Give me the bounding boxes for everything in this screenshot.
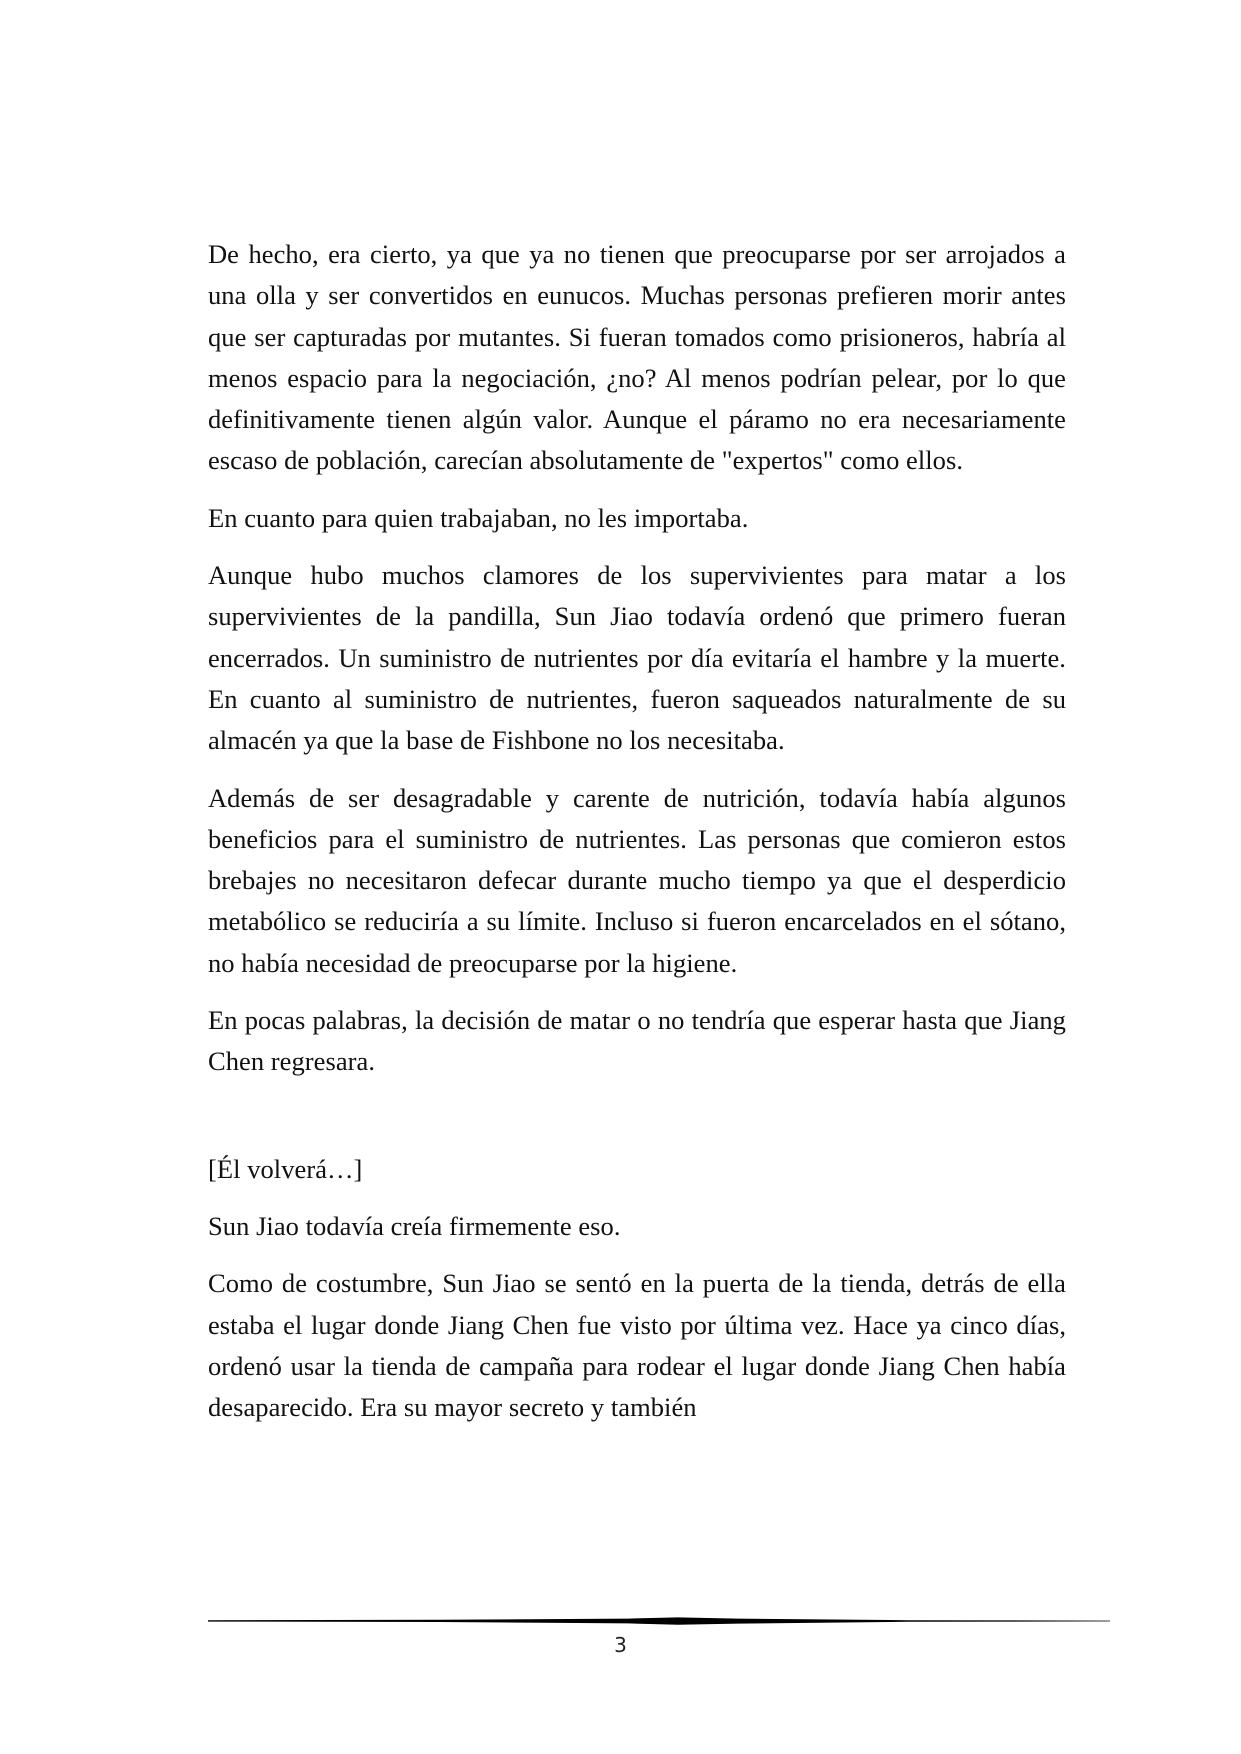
paragraph-2: En cuanto para quien trabajaban, no les importaba. [208,502,749,533]
paragraph-7: Sun Jiao todavía creía firmemente eso. [208,1210,621,1241]
body-text [208,234,1066,1444]
paragraph-6: [Él volverá…] [208,1153,363,1184]
paragraph-4: Además de ser desagradable y carente de nutrición, todavía había algunos beneficios para el suministro de nutrientes. Las personas que comieron estos brebajes no necesitaron defecar durante mucho tiempo ya que el desperdicio metabólico se reduciría a su límite. Incluso si fueron encarcelados en el sótano, no había necesidad de preocuparse por la higiene. [208,782,1066,978]
paragraph-3: Aunque hubo muchos clamores de los supervivientes para matar a los supervivientes de la pandilla, Sun Jiao todavía ordenó que primero fueran encerrados. Un suministro de nutrientes por día evitaría el hambre y la muerte. En cuanto al suministro de nutrientes, fueron saqueados naturalmente de su almacén ya que la base de Fishbone no los necesitaba. [208,560,1066,756]
footer-rule [208,1614,1110,1628]
page-number: 3 [614,1633,627,1657]
paragraph-1: De hecho, era cierto, ya que ya no tienen que preocuparse por ser arrojados a una olla y ser convertidos en eunucos. Muchas personas prefieren morir antes que ser capturadas por mutantes. Si fueran tomados como prisioneros, habría al menos espacio para la negociación, ¿no? Al menos podrían pelear, por lo que definitivamente tienen algún valor. Aunque el páramo no era necesariamente escaso de población, carecían absolutamente de "expertos" como ellos. [208,239,1066,476]
paragraph-5: En pocas palabras, la decisión de matar o no tendría que esperar hasta que Jiang Chen regresara. [208,1005,1066,1077]
paragraph-8: Como de costumbre, Sun Jiao se sentó en la puerta de la tienda, detrás de ella estaba el lugar donde Jiang Chen fue visto por última vez. Hace ya cinco días, ordenó usar la tienda de campaña para rodear el lugar donde Jiang Chen había desaparecido. Era su mayor secreto y también [208,1268,1066,1423]
